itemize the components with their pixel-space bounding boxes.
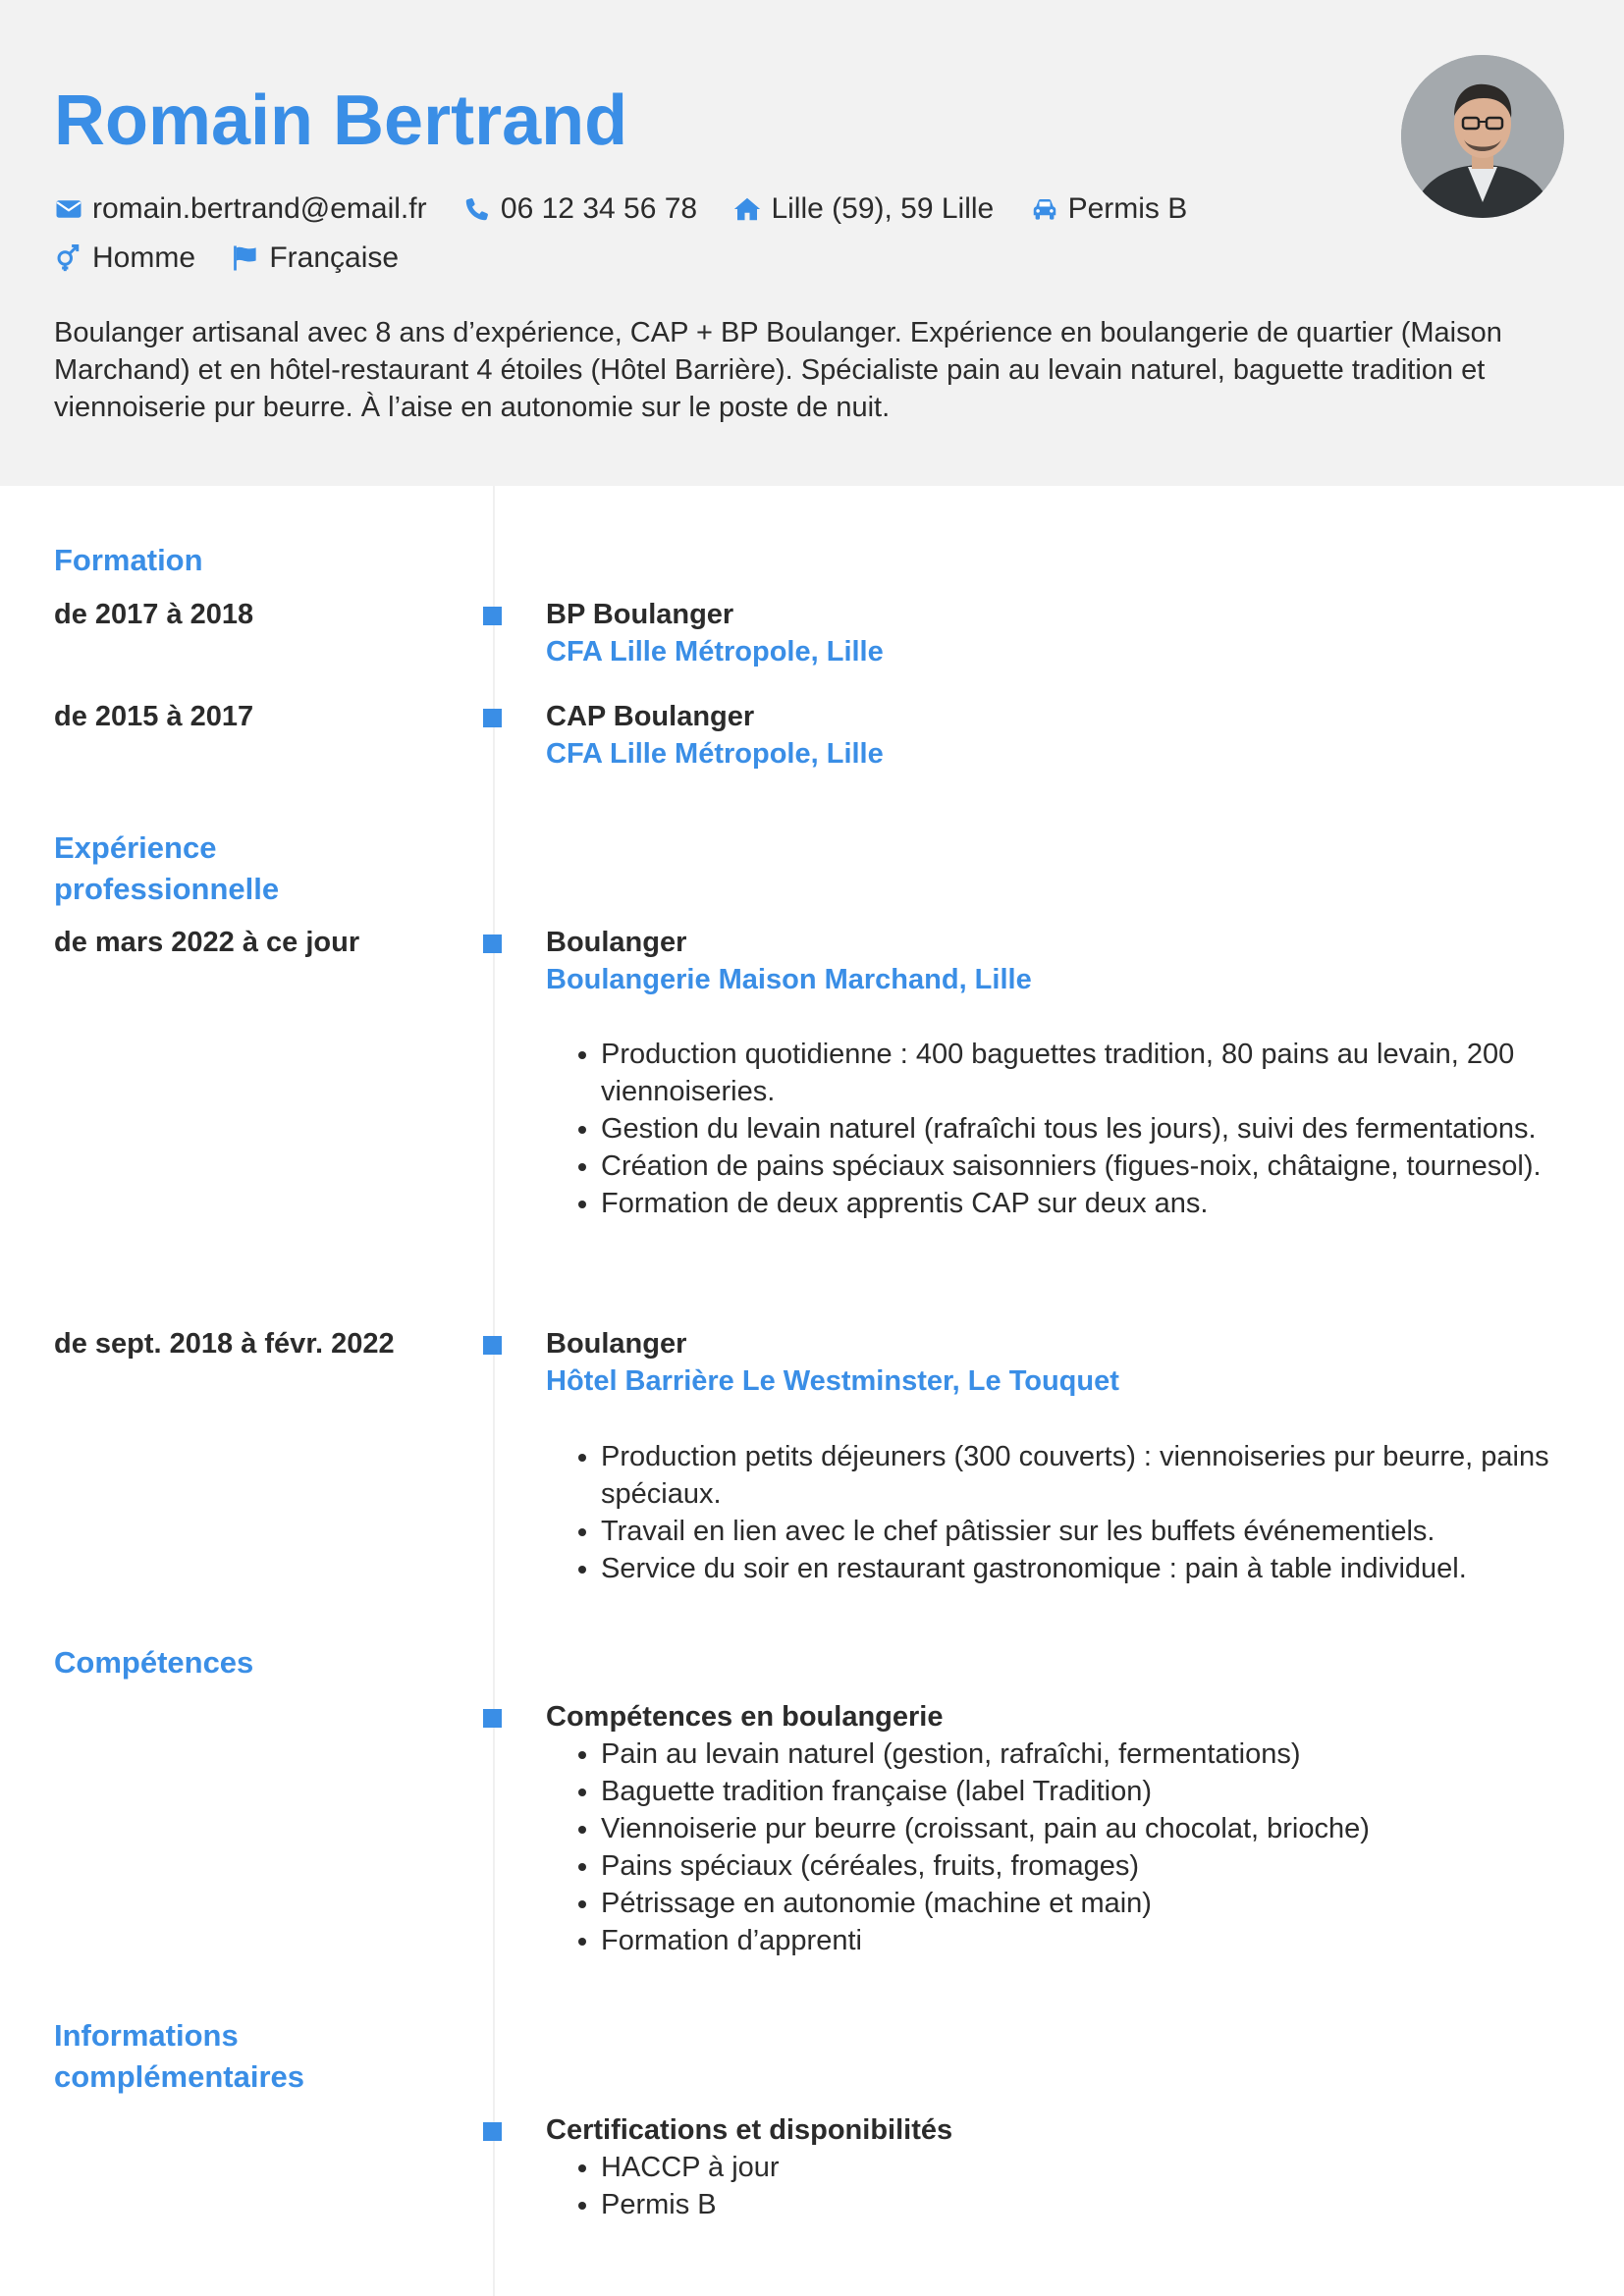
section-title-info-line1: Informations	[54, 2018, 239, 2053]
formation-date-2: de 2015 à 2017	[54, 701, 254, 732]
list-item: • Création de pains spéciaux saisonniers (figues-noix, châtaigne, tournesol).	[601, 1148, 1612, 1185]
formation-school-1: CFA Lille Métropole, Lille	[546, 636, 884, 667]
contact-phone-text: 06 12 34 56 78	[500, 192, 698, 225]
contact-phone[interactable]	[462, 185, 697, 234]
list-item: • Pain au levain naturel (gestion, rafraîchi, fermentations)	[601, 1735, 1612, 1773]
section-title-experience-line1: Expérience	[54, 830, 217, 865]
formation-school-2: CFA Lille Métropole, Lille	[546, 738, 884, 770]
cv-header	[0, 0, 1624, 486]
contact-address	[732, 185, 994, 234]
formation-date-1: de 2017 à 2018	[54, 599, 254, 630]
section-title-experience-line2: professionnelle	[54, 872, 280, 906]
list-item: • Pains spéciaux (céréales, fruits, fromages)	[601, 1847, 1612, 1885]
contact-license-text: Permis B	[1067, 192, 1188, 225]
experience-employer-2: Hôtel Barrière Le Westminster, Le Touquet	[546, 1365, 1119, 1397]
contact-gender-text: Homme	[92, 241, 196, 274]
info-heading: Certifications et disponibilités	[546, 2114, 953, 2146]
timeline-line	[493, 486, 495, 2296]
section-title-skills: Compétences	[54, 1645, 254, 1680]
experience-date-2: de sept. 2018 à févr. 2022	[54, 1328, 395, 1360]
formation-title-2: CAP Boulanger	[546, 701, 755, 732]
timeline-marker	[483, 709, 502, 727]
skills-list	[546, 1735, 1612, 1959]
timeline-marker	[483, 2122, 502, 2141]
info-list	[546, 2149, 1612, 2223]
experience-title-1: Boulanger	[546, 927, 687, 958]
contact-nationality-text: Française	[269, 241, 400, 274]
timeline-marker	[483, 1336, 502, 1355]
contact-license	[1030, 185, 1188, 234]
list-item: • Permis B	[601, 2186, 1612, 2223]
experience-title-2: Boulanger	[546, 1328, 687, 1360]
contact-gender	[54, 234, 195, 283]
car-icon	[1030, 194, 1059, 224]
profile-summary: Boulanger artisanal avec 8 ans d’expérience, CAP + BP Boulanger. Expérience en boulangerie de quartier (Maison Marchand) et en hôtel-restaurant 4 étoiles (Hôtel Barrière). Spécialiste pain au levain naturel, baguette tradition et viennoiserie pur beurre. À l’aise en autonomie sur le poste de nuit.	[54, 317, 1502, 423]
experience-date-1: de mars 2022 à ce jour	[54, 927, 360, 958]
timeline-marker	[483, 934, 502, 953]
timeline-marker	[483, 1709, 502, 1728]
list-item: • Gestion du levain naturel (rafraîchi tous les jours), suivi des fermentations.	[601, 1110, 1612, 1148]
timeline-marker	[483, 607, 502, 625]
phone-icon	[462, 194, 492, 224]
experience-employer-1: Boulangerie Maison Marchand, Lille	[546, 964, 1032, 995]
skills-heading: Compétences en boulangerie	[546, 1701, 944, 1733]
contact-list	[54, 185, 1389, 283]
experience-bullets-1	[546, 1036, 1612, 1222]
profile-photo	[1401, 55, 1564, 218]
section-title-info-line2: complémentaires	[54, 2059, 304, 2094]
section-title-formation: Formation	[54, 543, 203, 577]
list-item: • Production petits déjeuners (300 couverts) : viennoiseries pur beurre, pains spéciaux.	[601, 1438, 1612, 1513]
contact-email[interactable]	[54, 185, 427, 234]
home-icon	[732, 194, 762, 224]
list-item: • Service du soir en restaurant gastronomique : pain à table individuel.	[601, 1550, 1612, 1587]
contact-address-text: Lille (59), 59 Lille	[771, 192, 995, 225]
list-item: • Viennoiserie pur beurre (croissant, pain au chocolat, brioche)	[601, 1810, 1612, 1847]
formation-title-1: BP Boulanger	[546, 599, 734, 630]
contact-nationality	[231, 234, 399, 283]
envelope-icon	[54, 194, 83, 224]
candidate-name: Romain Bertrand	[54, 81, 628, 160]
section-title-info	[54, 2015, 304, 2098]
list-item: • Formation de deux apprentis CAP sur deux ans.	[601, 1185, 1612, 1222]
flag-icon	[231, 243, 260, 273]
experience-bullets-2	[546, 1438, 1612, 1587]
list-item: • Formation d’apprenti	[601, 1922, 1612, 1959]
contact-email-text: romain.bertrand@email.fr	[92, 192, 427, 225]
list-item: • Pétrissage en autonomie (machine et main)	[601, 1885, 1612, 1922]
gender-icon	[54, 243, 83, 273]
list-item: • HACCP à jour	[601, 2149, 1612, 2186]
section-title-experience	[54, 828, 279, 910]
list-item: • Baguette tradition française (label Tradition)	[601, 1773, 1612, 1810]
list-item: • Travail en lien avec le chef pâtissier sur les buffets événementiels.	[601, 1513, 1612, 1550]
list-item: • Production quotidienne : 400 baguettes tradition, 80 pains au levain, 200 viennoiseries.	[601, 1036, 1612, 1110]
